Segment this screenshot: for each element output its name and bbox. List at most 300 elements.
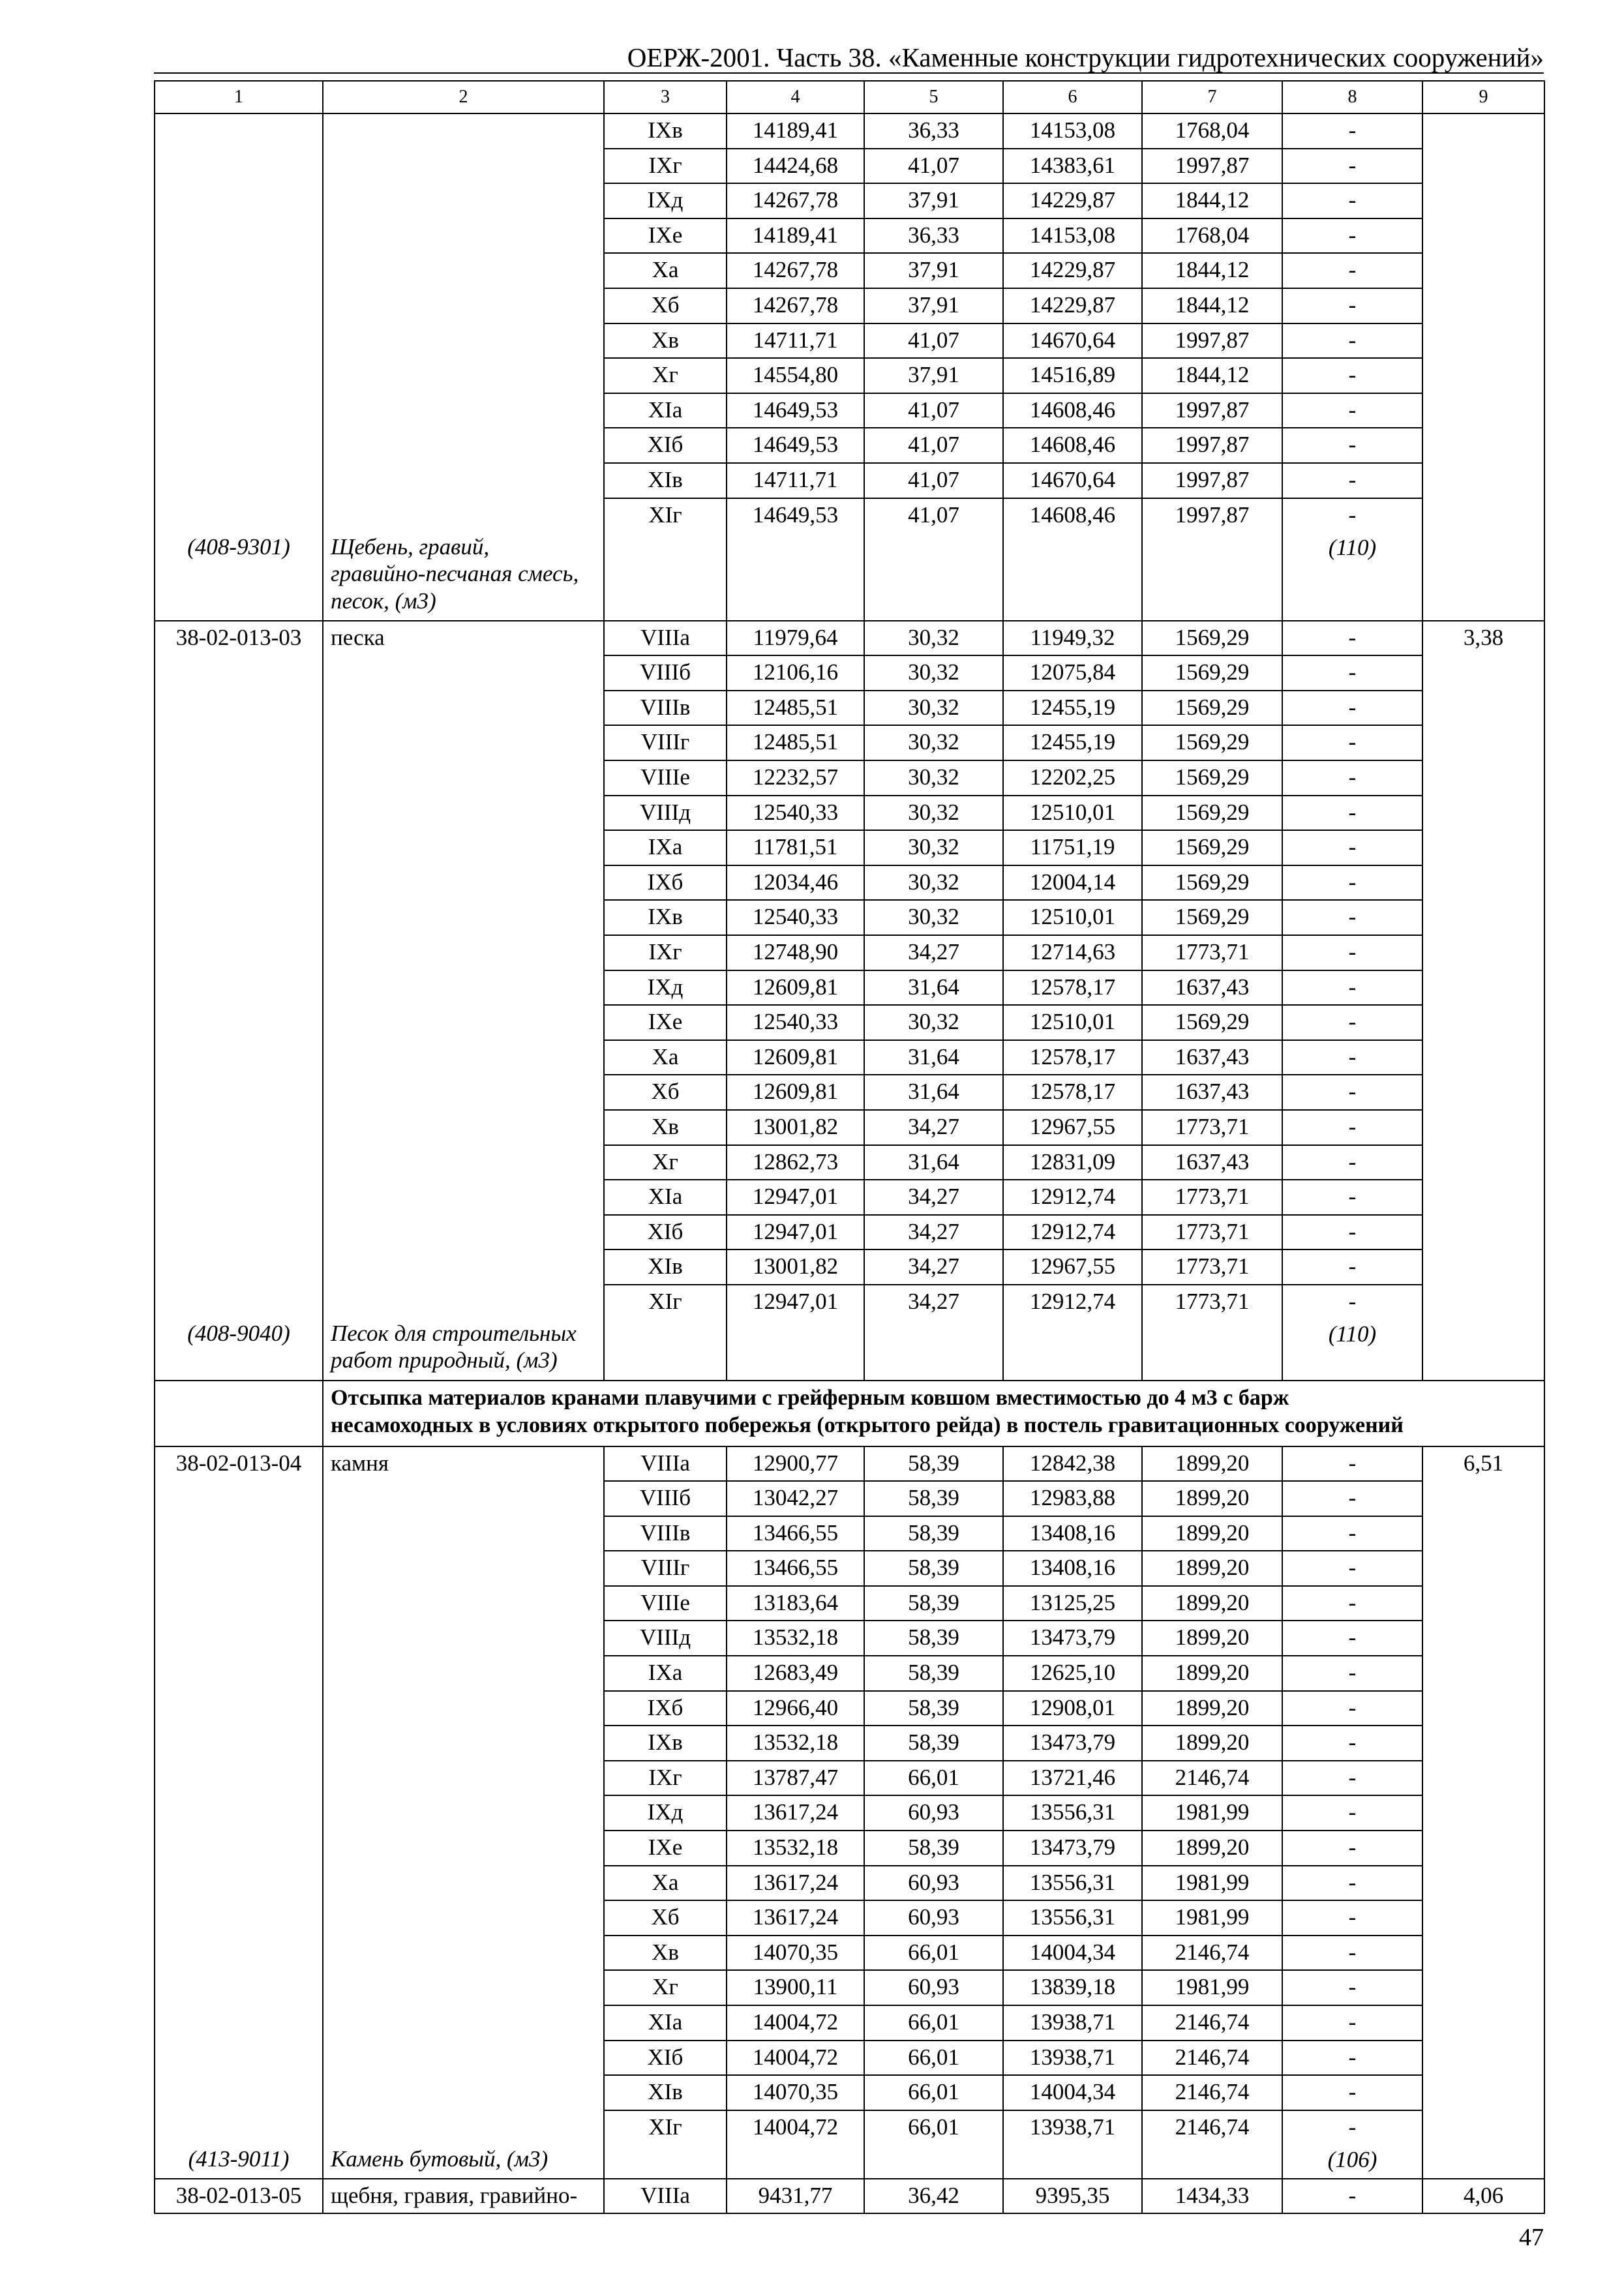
table-cell-col4 bbox=[727, 865, 864, 901]
cell-value: 60,93 bbox=[908, 1869, 959, 1895]
table-cell-col3 bbox=[604, 1691, 727, 1726]
table-cell-col5 bbox=[864, 1795, 1003, 1831]
cell-value: 12106,16 bbox=[752, 659, 839, 685]
table-cell-col4 bbox=[727, 1040, 864, 1075]
cell-value: 9395,35 bbox=[1035, 2182, 1110, 2208]
table-cell-col3 bbox=[604, 1970, 727, 2005]
table-cell-col3 bbox=[604, 865, 727, 901]
rate-name-cell bbox=[323, 621, 604, 1285]
table-cell-col7 bbox=[1142, 288, 1282, 323]
cell-value: 13617,24 bbox=[752, 1869, 839, 1895]
table-cell-col8 bbox=[1282, 1656, 1422, 1691]
cell-value: 30,32 bbox=[908, 729, 959, 755]
page-number: 47 bbox=[1519, 2224, 1544, 2251]
table-cell-col8 bbox=[1282, 463, 1422, 498]
cell-value: 14189,41 bbox=[752, 117, 839, 143]
cell-value: 30,32 bbox=[908, 869, 959, 895]
table-cell-col8 bbox=[1282, 691, 1422, 726]
resource-col8-block bbox=[1287, 531, 1418, 561]
cell-value: 66,01 bbox=[908, 2114, 959, 2140]
table-cell-col6 bbox=[1003, 725, 1142, 760]
table-cell-col5 bbox=[864, 1446, 1003, 1482]
cell-value: 37,91 bbox=[908, 187, 959, 213]
table-cell-col4 bbox=[727, 288, 864, 323]
table-cell-col7 bbox=[1142, 1691, 1282, 1726]
cell-value: VIIIб bbox=[639, 659, 691, 685]
table-cell-col3 bbox=[604, 830, 727, 865]
table-cell-col8 bbox=[1282, 760, 1422, 796]
cell-value: 12714,63 bbox=[1029, 938, 1116, 965]
table-cell-col3 bbox=[604, 691, 727, 726]
table-cell-col8 bbox=[1282, 655, 1422, 691]
table-row bbox=[155, 2110, 1544, 2179]
table-cell-col6 bbox=[1003, 323, 1142, 359]
rate-code-cell bbox=[155, 1446, 323, 2110]
table-cell-col6 bbox=[1003, 1936, 1142, 1971]
cell-value: - bbox=[1348, 2009, 1357, 2035]
cell-value: 36,33 bbox=[908, 222, 959, 248]
cell-value: 13938,71 bbox=[1029, 2044, 1116, 2070]
table-cell-col6 bbox=[1003, 393, 1142, 428]
table-cell-col6 bbox=[1003, 1726, 1142, 1761]
table-cell-col6 bbox=[1003, 1831, 1142, 1866]
cell-value: 14608,46 bbox=[1029, 501, 1116, 528]
table-cell-col3 bbox=[604, 900, 727, 935]
cell-value: - bbox=[1348, 1624, 1357, 1651]
table-cell-col7 bbox=[1142, 253, 1282, 288]
cell-value: VIIIе bbox=[640, 1589, 690, 1615]
cell-value: XIа bbox=[648, 1184, 683, 1210]
cell-value: 12912,74 bbox=[1029, 1288, 1116, 1314]
table-cell-col6 bbox=[1003, 2005, 1142, 2041]
table-cell-col4 bbox=[727, 1285, 864, 1381]
cell-value: 12947,01 bbox=[752, 1184, 839, 1210]
cell-value: 13532,18 bbox=[752, 1624, 839, 1651]
table-cell-col8 bbox=[1282, 1005, 1422, 1040]
table-cell-col5 bbox=[864, 1215, 1003, 1250]
cell-value: 1899,20 bbox=[1175, 1624, 1250, 1651]
table-cell-col8 bbox=[1282, 1145, 1422, 1180]
table-cell-col8 bbox=[1282, 323, 1422, 359]
table-cell-col8 bbox=[1282, 1936, 1422, 1971]
cell-value: - bbox=[1348, 1834, 1357, 1861]
cell-value: - bbox=[1348, 834, 1357, 860]
table-cell-col3 bbox=[604, 935, 727, 970]
table-cell-col7 bbox=[1142, 725, 1282, 760]
table-cell-col4 bbox=[727, 253, 864, 288]
table-cell-col7 bbox=[1142, 1900, 1282, 1936]
table-cell-col4 bbox=[727, 1831, 864, 1866]
cell-value: 66,01 bbox=[908, 1764, 959, 1790]
cell-value: 1773,71 bbox=[1175, 938, 1250, 965]
cell-value: 1637,43 bbox=[1175, 1043, 1250, 1070]
table-cell-col5 bbox=[864, 830, 1003, 865]
table-cell-col9 bbox=[1422, 113, 1544, 621]
table-cell-col4 bbox=[727, 1900, 864, 1936]
cell-value: 13001,82 bbox=[752, 1253, 839, 1279]
cell-value: 14070,35 bbox=[752, 2079, 839, 2105]
cell-value: 58,39 bbox=[908, 1624, 959, 1651]
table-cell-col3 bbox=[604, 149, 727, 184]
cell-value: 13001,82 bbox=[752, 1113, 839, 1139]
table-cell-col4 bbox=[727, 796, 864, 831]
cell-value: - bbox=[1348, 764, 1357, 790]
column-number-4: 4 bbox=[727, 81, 864, 113]
cell-value: 14711,71 bbox=[753, 327, 838, 353]
cell-value: - bbox=[1348, 2044, 1357, 2070]
table-cell-col7 bbox=[1142, 2005, 1282, 2041]
table-cell-col6 bbox=[1003, 1285, 1142, 1381]
table-cell-col3 bbox=[604, 621, 727, 656]
table-cell-col3 bbox=[604, 1551, 727, 1586]
cell-value: 14267,78 bbox=[752, 292, 839, 318]
cell-value: 12908,01 bbox=[1029, 1694, 1116, 1720]
cell-value: 1569,29 bbox=[1175, 1009, 1250, 1035]
table-cell-col6 bbox=[1003, 900, 1142, 935]
table-cell-col9 bbox=[1422, 621, 1544, 1381]
cell-value: 14608,46 bbox=[1029, 396, 1116, 423]
cell-value: - bbox=[1348, 1729, 1357, 1756]
table-cell-col5 bbox=[864, 393, 1003, 428]
cell-value: - bbox=[1348, 974, 1357, 1000]
table-cell-col4 bbox=[727, 970, 864, 1006]
resource-name-block bbox=[331, 1317, 599, 1374]
cell-value: 30,32 bbox=[908, 834, 959, 860]
table-cell-col5 bbox=[864, 2110, 1003, 2179]
cell-value: 12625,10 bbox=[1029, 1660, 1116, 1686]
table-cell-col8 bbox=[1282, 428, 1422, 463]
cell-value: 12578,17 bbox=[1029, 974, 1116, 1000]
rate-code-cell bbox=[155, 113, 323, 498]
table-cell-col6 bbox=[1003, 358, 1142, 393]
resource-code-block bbox=[159, 2143, 318, 2173]
table-cell-col4 bbox=[727, 2179, 864, 2214]
cell-value: - bbox=[1348, 659, 1357, 685]
table-cell-col8 bbox=[1282, 1970, 1422, 2005]
cell-value: 1569,29 bbox=[1175, 694, 1250, 720]
cell-value: 37,91 bbox=[908, 292, 959, 318]
table-cell-col8 bbox=[1282, 1110, 1422, 1145]
cell-value: Xв bbox=[652, 1113, 679, 1139]
cell-value: 13473,79 bbox=[1029, 1834, 1116, 1861]
cell-value: 14424,68 bbox=[752, 152, 839, 178]
cell-value: 66,01 bbox=[908, 1939, 959, 1965]
cell-value: 1844,12 bbox=[1175, 292, 1250, 318]
cell-value: - bbox=[1348, 117, 1357, 143]
line-spacer bbox=[331, 498, 599, 531]
table-cell-col6 bbox=[1003, 1900, 1142, 1936]
cell-value: 13556,31 bbox=[1029, 1869, 1116, 1895]
cell-value: XIв bbox=[648, 1253, 683, 1279]
table-cell-col7 bbox=[1142, 218, 1282, 254]
table-cell-col3 bbox=[604, 2075, 727, 2110]
resource-code: (413-9011) bbox=[188, 2146, 290, 2172]
table-cell-col8 bbox=[1282, 2075, 1422, 2110]
cell-value: - bbox=[1348, 396, 1357, 423]
table-cell-col3 bbox=[604, 218, 727, 254]
table-cell-col5 bbox=[864, 253, 1003, 288]
cell-value: 11979,64 bbox=[753, 624, 838, 650]
cell-value: 58,39 bbox=[908, 1485, 959, 1511]
table-cell-col3 bbox=[604, 463, 727, 498]
table-cell-col3 bbox=[604, 1110, 727, 1145]
cell-value: 13473,79 bbox=[1029, 1729, 1116, 1756]
cell-value: 1569,29 bbox=[1175, 799, 1250, 825]
cell-value: Xг bbox=[652, 1974, 678, 2000]
table-cell-col8 bbox=[1282, 1866, 1422, 1901]
cell-value: 12683,49 bbox=[752, 1660, 839, 1686]
cell-value: 14070,35 bbox=[752, 1939, 839, 1965]
cell-value: - bbox=[1348, 1589, 1357, 1615]
cell-value: 34,27 bbox=[908, 1288, 959, 1314]
table-cell-col7 bbox=[1142, 970, 1282, 1006]
table-row bbox=[155, 621, 1544, 656]
table-cell-col4 bbox=[727, 323, 864, 359]
table-cell-col5 bbox=[864, 935, 1003, 970]
cell-value: 34,27 bbox=[908, 1218, 959, 1244]
table-cell-col5 bbox=[864, 1656, 1003, 1691]
cell-value: 1434,33 bbox=[1175, 2182, 1250, 2208]
line-spacer bbox=[159, 2110, 318, 2143]
table-cell-col4 bbox=[727, 1005, 864, 1040]
cell-value: 14004,72 bbox=[752, 2044, 839, 2070]
cell-value: 1981,99 bbox=[1175, 1869, 1250, 1895]
cell-value: 1637,43 bbox=[1175, 974, 1250, 1000]
table-cell-col5 bbox=[864, 796, 1003, 831]
table-cell-col4 bbox=[727, 1215, 864, 1250]
cell-value: 12485,51 bbox=[752, 729, 839, 755]
table-cell-col4 bbox=[727, 1110, 864, 1145]
cell-value: 66,01 bbox=[908, 2044, 959, 2070]
cell-value: 12947,01 bbox=[752, 1288, 839, 1314]
cell-value: IXд bbox=[647, 974, 684, 1000]
table-cell-col7 bbox=[1142, 760, 1282, 796]
table-cell-col5 bbox=[864, 1075, 1003, 1110]
cell-value: - bbox=[1348, 1113, 1357, 1139]
cell-value: 12034,46 bbox=[752, 869, 839, 895]
cell-value: - bbox=[1348, 624, 1357, 650]
cell-value: 1899,20 bbox=[1175, 1450, 1250, 1476]
table-cell-col5 bbox=[864, 1970, 1003, 2005]
table-cell-col4 bbox=[727, 935, 864, 970]
table-cell-col6 bbox=[1003, 498, 1142, 621]
page-header-title: ОЕРЖ-2001. Часть 38. «Каменные конструкции гидротехнических сооружений» bbox=[627, 42, 1544, 72]
cell-value: 1768,04 bbox=[1175, 117, 1250, 143]
cell-value: IXг bbox=[648, 1764, 682, 1790]
table-cell-col4 bbox=[727, 1551, 864, 1586]
cell-value: 14267,78 bbox=[752, 257, 839, 283]
cell-value: XIа bbox=[648, 2009, 683, 2035]
cell-value: XIб bbox=[647, 1218, 684, 1244]
table-cell-col6 bbox=[1003, 1866, 1142, 1901]
cell-value: IXб bbox=[647, 1694, 684, 1720]
table-cell-col4 bbox=[727, 218, 864, 254]
table-cell-col6 bbox=[1003, 1110, 1142, 1145]
table-cell-col5 bbox=[864, 288, 1003, 323]
column-number-2: 2 bbox=[323, 81, 604, 113]
cell-value: 14670,64 bbox=[1029, 466, 1116, 492]
table-cell-col3 bbox=[604, 2179, 727, 2214]
table-cell-col8 bbox=[1282, 1481, 1422, 1516]
cell-value: 14649,53 bbox=[752, 396, 839, 423]
column-number-1: 1 bbox=[155, 81, 323, 113]
cell-value: IXе bbox=[648, 1834, 683, 1861]
table-cell-col8 bbox=[1282, 113, 1422, 149]
table-cell-col6 bbox=[1003, 1005, 1142, 1040]
table-cell-col8 bbox=[1282, 935, 1422, 970]
table-cell-col8 bbox=[1282, 1586, 1422, 1621]
cell-value: - bbox=[1348, 1869, 1357, 1895]
resource-name-block bbox=[331, 2143, 599, 2173]
cell-value: 30,32 bbox=[908, 694, 959, 720]
table-cell-col5 bbox=[864, 1040, 1003, 1075]
table-cell-col7 bbox=[1142, 1866, 1282, 1901]
table-cell-col6 bbox=[1003, 1691, 1142, 1726]
table-cell-col4 bbox=[727, 1481, 864, 1516]
table-cell-col3 bbox=[604, 2005, 727, 2041]
cell-value: VIIIа bbox=[640, 2182, 690, 2208]
table-cell-col4 bbox=[727, 1516, 864, 1551]
table-cell-col8 bbox=[1282, 183, 1422, 218]
table-cell-col7 bbox=[1142, 2110, 1282, 2179]
cell-value: 2146,74 bbox=[1175, 1764, 1250, 1790]
table-cell-col8 bbox=[1282, 2005, 1422, 2041]
cell-value: 30,32 bbox=[908, 1009, 959, 1035]
cell-value: XIв bbox=[648, 466, 683, 492]
table-cell-col6 bbox=[1003, 655, 1142, 691]
table-cell-col3 bbox=[604, 1831, 727, 1866]
col9-value: 4,06 bbox=[1463, 2182, 1504, 2208]
table-cell-col6 bbox=[1003, 1586, 1142, 1621]
cell-value: IXг bbox=[648, 152, 682, 178]
rate-name: щебня, гравия, гравийно- bbox=[331, 2182, 578, 2208]
table-cell-col5 bbox=[864, 1180, 1003, 1215]
cell-value: XIг bbox=[648, 1288, 682, 1314]
table-cell-col8 bbox=[1282, 1180, 1422, 1215]
cell-value: 14554,80 bbox=[752, 362, 839, 388]
table-cell-col4 bbox=[727, 358, 864, 393]
table-cell-col5 bbox=[864, 1145, 1003, 1180]
cell-value: 36,42 bbox=[908, 2182, 959, 2208]
cell-value: 12455,19 bbox=[1029, 729, 1116, 755]
rate-name: песка bbox=[331, 624, 385, 650]
table-cell-col3 bbox=[604, 498, 727, 621]
column-number-8: 8 bbox=[1282, 81, 1422, 113]
table-cell-col6 bbox=[1003, 760, 1142, 796]
table-cell-col7 bbox=[1142, 1285, 1282, 1381]
cell-value: IXв bbox=[648, 1729, 683, 1756]
table-cell-col8 bbox=[1282, 1551, 1422, 1586]
cell-value: 1773,71 bbox=[1175, 1184, 1250, 1210]
table-cell-col3 bbox=[604, 1075, 727, 1110]
table-cell-col7 bbox=[1142, 1145, 1282, 1180]
cell-value: 1997,87 bbox=[1175, 501, 1250, 528]
table-cell-col7 bbox=[1142, 1761, 1282, 1796]
cell-value: 14004,72 bbox=[752, 2009, 839, 2035]
table-cell-col3 bbox=[604, 1726, 727, 1761]
cell-value: 60,93 bbox=[908, 1974, 959, 2000]
table-cell-col5 bbox=[864, 463, 1003, 498]
cell-value: 1899,20 bbox=[1175, 1694, 1250, 1720]
resource-code-cell bbox=[155, 498, 323, 621]
table-cell-col8 bbox=[1282, 1900, 1422, 1936]
table-cell-col4 bbox=[727, 1249, 864, 1285]
cell-value: VIIIа bbox=[640, 624, 690, 650]
cell-value: - bbox=[1348, 1218, 1357, 1244]
table-cell-col5 bbox=[864, 970, 1003, 1006]
table-cell-col5 bbox=[864, 358, 1003, 393]
table-cell-col5 bbox=[864, 1900, 1003, 1936]
table-cell-col5 bbox=[864, 428, 1003, 463]
table-cell-col7 bbox=[1142, 1656, 1282, 1691]
cell-value: Xб bbox=[651, 1904, 680, 1930]
cell-value: 12578,17 bbox=[1029, 1079, 1116, 1105]
table-cell-col5 bbox=[864, 865, 1003, 901]
cell-value: - bbox=[1348, 1555, 1357, 1581]
rate-code: 38-02-013-04 bbox=[175, 1450, 302, 1476]
cell-value: 12540,33 bbox=[752, 904, 839, 930]
table-cell-col4 bbox=[727, 1691, 864, 1726]
section-title-cell bbox=[323, 1381, 1544, 1446]
section-empty-cell bbox=[155, 1381, 323, 1446]
table-cell-col6 bbox=[1003, 428, 1142, 463]
resource-code-cell bbox=[155, 1285, 323, 1381]
cell-value: Xв bbox=[652, 327, 679, 353]
rate-code-cell bbox=[155, 621, 323, 1285]
table-cell-col7 bbox=[1142, 183, 1282, 218]
cell-value: 11751,19 bbox=[1030, 834, 1115, 860]
table-row bbox=[155, 1285, 1544, 1381]
table-cell-col4 bbox=[727, 428, 864, 463]
table-cell-col7 bbox=[1142, 2075, 1282, 2110]
cell-value: 14153,08 bbox=[1029, 222, 1116, 248]
resource-col8-value: (110) bbox=[1328, 534, 1377, 560]
section-title-line: Отсыпка материалов кранами плавучими с грейферным ковшом вместимостью до 4 м3 с барж bbox=[331, 1385, 1289, 1410]
cell-value: IXе bbox=[648, 222, 683, 248]
rate-name-cell bbox=[323, 113, 604, 498]
cell-value: 14670,64 bbox=[1029, 327, 1116, 353]
cell-value: - bbox=[1348, 799, 1357, 825]
table-cell-col4 bbox=[727, 183, 864, 218]
cell-value: 12912,74 bbox=[1029, 1184, 1116, 1210]
table-cell-col4 bbox=[727, 760, 864, 796]
table-cell-col3 bbox=[604, 1795, 727, 1831]
resource-name-line: гравийно-песчаная смесь, bbox=[331, 561, 579, 587]
cell-value: 12862,73 bbox=[752, 1148, 839, 1174]
table-cell-col7 bbox=[1142, 1110, 1282, 1145]
cell-value: - bbox=[1348, 327, 1357, 353]
cell-value: IXд bbox=[647, 187, 684, 213]
table-cell-col7 bbox=[1142, 865, 1282, 901]
resource-name-line: песок, (м3) bbox=[331, 588, 436, 614]
cell-value: VIIIб bbox=[639, 1485, 691, 1511]
cell-value: - bbox=[1348, 1694, 1357, 1720]
cell-value: - bbox=[1348, 222, 1357, 248]
table-cell-col7 bbox=[1142, 1249, 1282, 1285]
table-cell-col5 bbox=[864, 1866, 1003, 1901]
table-cell-col5 bbox=[864, 1249, 1003, 1285]
cell-value: 14229,87 bbox=[1029, 257, 1116, 283]
cell-value: - bbox=[1348, 1253, 1357, 1279]
cell-value: - bbox=[1348, 1519, 1357, 1546]
table-cell-col7 bbox=[1142, 1831, 1282, 1866]
table-cell-col3 bbox=[604, 760, 727, 796]
cell-value: 1773,71 bbox=[1175, 1113, 1250, 1139]
column-number-9: 9 bbox=[1422, 81, 1544, 113]
cell-value: 12510,01 bbox=[1029, 1009, 1116, 1035]
table-cell-col8 bbox=[1282, 1249, 1422, 1285]
cell-value: 14189,41 bbox=[752, 222, 839, 248]
